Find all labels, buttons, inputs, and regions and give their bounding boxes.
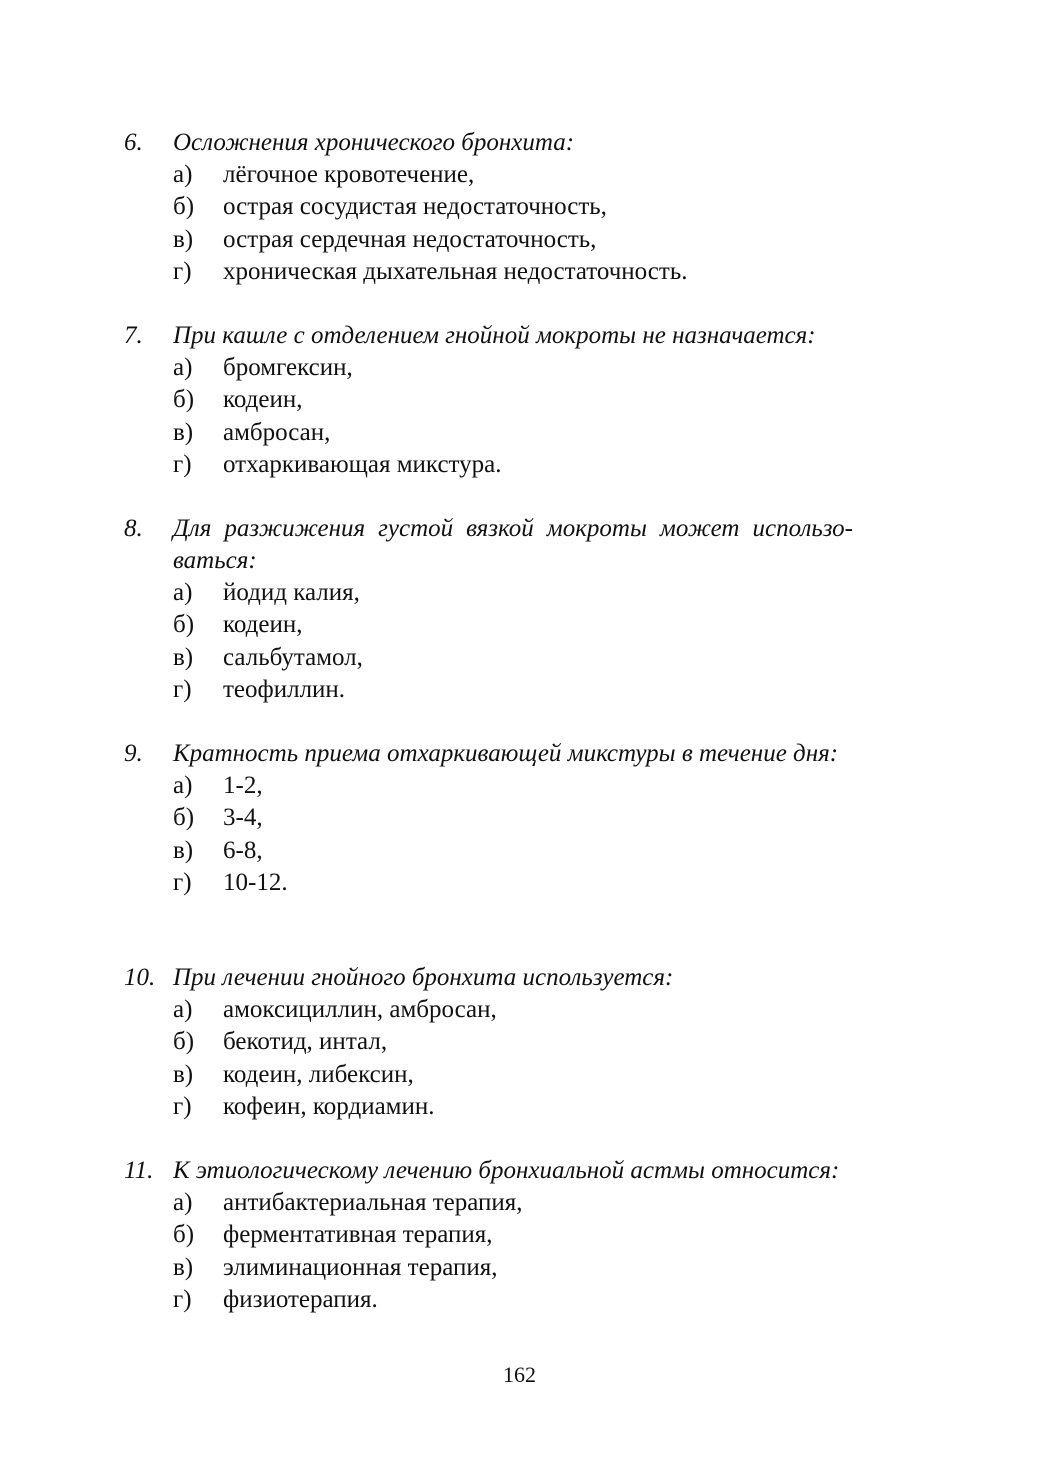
- question-heading: [124, 1155, 916, 1187]
- answer-option-g: [124, 256, 916, 288]
- question-heading: [124, 127, 916, 159]
- question-text: При кашле с отделением гнойной мокроты не назначается:: [173, 322, 816, 349]
- question-6: [124, 127, 916, 288]
- answer-text: лёгочное кровотечение,: [223, 161, 475, 188]
- answer-text: острая сосудистая недостаточность,: [223, 193, 607, 221]
- answer-letter: б): [173, 193, 195, 221]
- answer-option-b: [124, 1026, 916, 1058]
- answer-letter: в): [173, 1060, 194, 1088]
- answer-text: ферментативная терапия,: [223, 1221, 493, 1249]
- answer-text: амбросан,: [223, 418, 331, 446]
- answer-option-b: [124, 609, 916, 641]
- question-10: [124, 962, 916, 1123]
- answer-text: сальбутамол,: [223, 643, 363, 671]
- question-11: [124, 1155, 916, 1316]
- answer-letter: г): [173, 450, 192, 478]
- answer-letter: б): [173, 804, 195, 832]
- answer-text: 3-4,: [223, 804, 263, 832]
- question-9: [124, 738, 916, 899]
- answer-option-v: [124, 1252, 916, 1284]
- page-number: 162: [503, 1362, 536, 1387]
- answer-letter: б): [173, 611, 195, 639]
- answer-option-b: [124, 802, 916, 834]
- answer-list: [124, 352, 916, 481]
- answer-letter: г): [173, 1285, 192, 1313]
- answer-letter: в): [173, 643, 194, 671]
- answer-option-a: [124, 159, 916, 191]
- answer-text: 10-12.: [223, 868, 288, 896]
- answer-list: [124, 159, 916, 288]
- answer-text: хроническая дыхательная недостаточность.: [223, 257, 688, 285]
- answer-option-v: [124, 224, 916, 256]
- answer-letter: а): [173, 996, 193, 1023]
- answer-letter: г): [173, 868, 192, 896]
- question-number: 6.: [124, 129, 143, 156]
- answer-letter: г): [173, 257, 192, 285]
- question-number: 11.: [124, 1157, 154, 1184]
- answer-letter: а): [173, 772, 193, 799]
- answer-text: кодеин,: [223, 386, 303, 414]
- answer-text: элиминационная терапия,: [223, 1253, 498, 1281]
- answer-option-b: [124, 191, 916, 223]
- question-text: Кратность приема отхаркивающей микстуры в течение дня:: [173, 740, 839, 767]
- answer-text: острая сердечная недостаточность,: [223, 225, 597, 253]
- question-7: [124, 320, 916, 481]
- answer-text: йодид калия,: [223, 579, 360, 606]
- answer-letter: г): [173, 675, 192, 703]
- answer-text: антибактериальная терапия,: [223, 1189, 523, 1216]
- answer-option-a: [124, 352, 916, 384]
- answer-letter: а): [173, 1189, 193, 1216]
- answer-option-g: [124, 867, 916, 899]
- answer-letter: в): [173, 1253, 194, 1281]
- answer-text: бекотид, интал,: [223, 1028, 388, 1056]
- answer-list: [124, 577, 916, 706]
- question-8: [124, 513, 916, 706]
- answer-letter: г): [173, 1092, 192, 1120]
- answer-option-a: [124, 994, 916, 1026]
- answer-letter: б): [173, 1221, 195, 1249]
- question-heading: [124, 320, 916, 352]
- answer-option-b: [124, 1219, 916, 1251]
- answer-list: [124, 994, 916, 1123]
- answer-option-v: [124, 1059, 916, 1091]
- answer-text: физиотерапия.: [223, 1285, 378, 1313]
- answer-list: [124, 770, 916, 899]
- answer-option-g: [124, 674, 916, 706]
- answer-text: теофиллин.: [223, 675, 346, 703]
- question-text: Для разжижения густой вязкой мокроты может использо-ваться:: [173, 515, 853, 574]
- answer-list: [124, 1187, 916, 1316]
- question-heading: [124, 962, 916, 994]
- answer-letter: в): [173, 836, 194, 864]
- answer-text: бромгексин,: [223, 354, 353, 381]
- answer-option-a: [124, 770, 916, 802]
- answer-text: кодеин,: [223, 611, 303, 639]
- answer-letter: а): [173, 354, 193, 381]
- answer-option-g: [124, 449, 916, 481]
- answer-letter: в): [173, 225, 194, 253]
- question-number: 8.: [124, 515, 143, 542]
- question-heading: [124, 738, 916, 770]
- question-number: 7.: [124, 322, 143, 349]
- question-text: К этиологическому лечению бронхиальной астмы относится:: [173, 1157, 840, 1184]
- answer-option-v: [124, 642, 916, 674]
- answer-option-b: [124, 384, 916, 416]
- question-number: 9.: [124, 740, 143, 767]
- answer-letter: а): [173, 161, 193, 188]
- question-heading: [124, 513, 916, 577]
- answer-letter: б): [173, 1028, 195, 1056]
- answer-option-a: [124, 1187, 916, 1219]
- answer-option-g: [124, 1284, 916, 1316]
- answer-letter: а): [173, 579, 193, 606]
- answer-text: кофеин, кордиамин.: [223, 1092, 435, 1120]
- answer-option-v: [124, 835, 916, 867]
- answer-text: кодеин, либексин,: [223, 1060, 414, 1088]
- answer-text: отхаркивающая микстура.: [223, 450, 502, 478]
- question-text: Осложнения хронического бронхита:: [173, 129, 575, 156]
- answer-option-v: [124, 417, 916, 449]
- answer-option-a: [124, 577, 916, 609]
- answer-text: амоксициллин, амбросан,: [223, 996, 497, 1023]
- answer-option-g: [124, 1091, 916, 1123]
- question-number: 10.: [124, 964, 156, 991]
- question-text: При лечении гнойного бронхита используется:: [173, 964, 674, 991]
- answer-text: 1-2,: [223, 772, 263, 799]
- answer-text: 6-8,: [223, 836, 263, 864]
- answer-letter: в): [173, 418, 194, 446]
- answer-letter: б): [173, 386, 195, 414]
